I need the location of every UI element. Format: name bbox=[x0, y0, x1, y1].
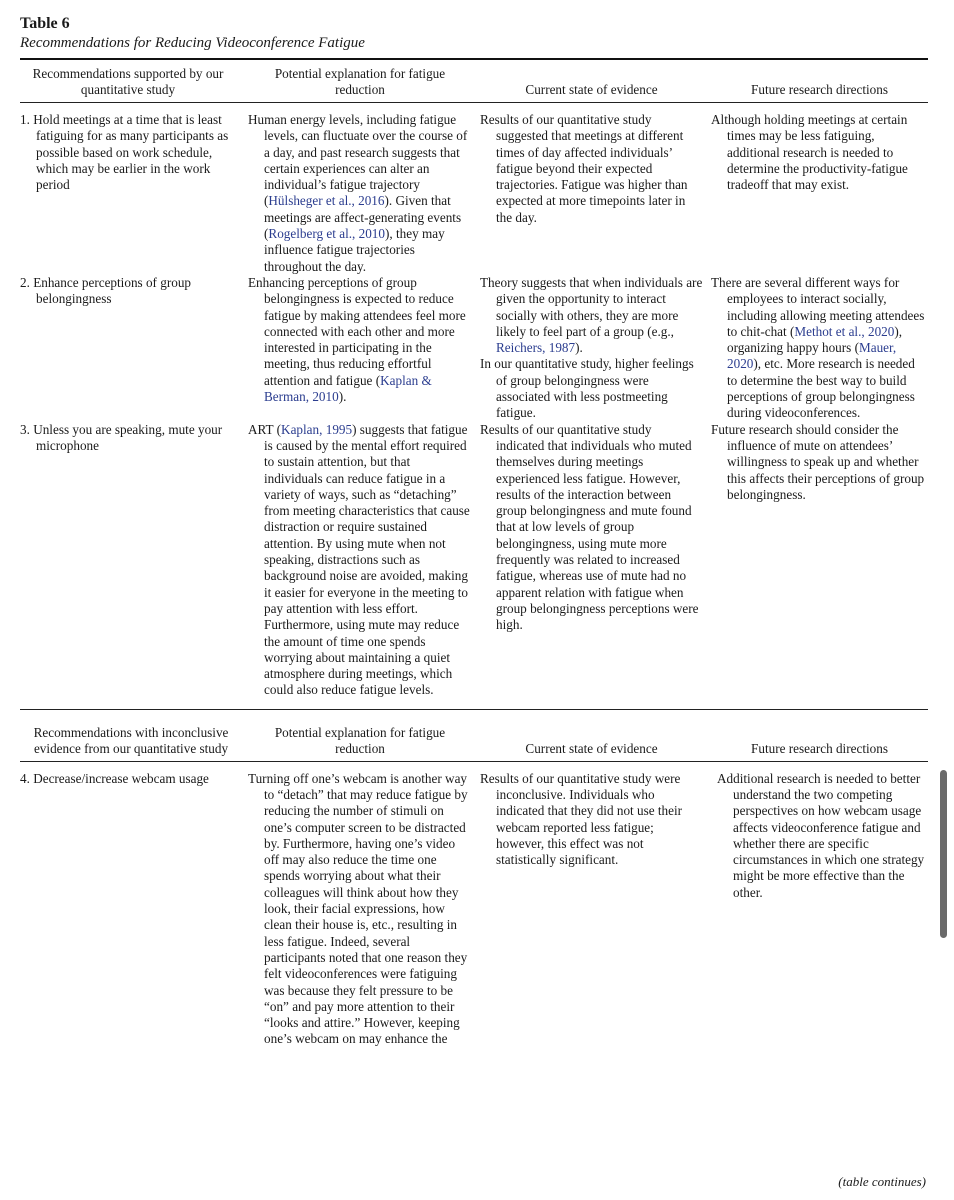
citation-link[interactable]: Rogelberg et al., 2010 bbox=[268, 226, 385, 242]
text-run: ). bbox=[338, 389, 347, 405]
future-research-text bbox=[717, 771, 928, 901]
table-row bbox=[20, 112, 928, 275]
text-run: ). Given that meetings are affect-generating events ( bbox=[264, 193, 462, 242]
text-run: Turning off one’s webcam is another way to “detach” that may reduce fatigue by reducing the number of stimuli on one’s computer screen to be distracted by. Furthermore, having one’s video off may also reduce the time one spends worrying about what their colleagues will think about how they look, their facial expressions, how clean their house is, etc., resulting in less fatigue. Indeed, several participants noted that one reason they felt videoconferences were fatiguing was because they felt pressure to be “on” and pay more attention to their “looks and attire.” However, keeping one’s webcam on may enhance the bbox=[248, 770, 468, 1047]
table-page bbox=[20, 14, 928, 1048]
future-research-text bbox=[711, 112, 928, 193]
future-research-text bbox=[711, 422, 928, 503]
future-research-cell bbox=[711, 771, 928, 1048]
citation-link[interactable]: Hülsheger et al., 2016 bbox=[268, 193, 385, 209]
header-recommendations: Recommendations supported by our quantitative study bbox=[32, 66, 224, 97]
evidence-cell bbox=[480, 112, 711, 275]
evidence-paragraph: Results of our quantitative study suggested that meetings at different times of day affected individuals’ fatigue beyond their expected trajectories. Fatigue was higher than expected at more timepoints later in the day. bbox=[480, 112, 688, 225]
header2-recommendations: Recommendations with inconclusive evidence from our quantitative study bbox=[33, 724, 229, 756]
evidence-paragraph: Results of our quantitative study were inconclusive. Individuals who indicated that they did not use their webcam reported less fatigue; however, this effect was not statistically significant. bbox=[480, 770, 683, 868]
recommendation-cell bbox=[20, 112, 248, 275]
table-row bbox=[20, 275, 928, 422]
recommendation-cell bbox=[20, 771, 248, 1048]
text-run: ), organizing happy hours ( bbox=[727, 323, 903, 356]
section2-header bbox=[20, 710, 928, 761]
explanation-cell bbox=[248, 275, 480, 422]
table-row bbox=[20, 422, 928, 699]
future-research-cell bbox=[711, 112, 928, 275]
text-run: ), they may influence fatigue trajectories throughout the day. bbox=[264, 226, 445, 274]
explanation-cell bbox=[248, 771, 480, 1048]
header-evidence: Current state of evidence bbox=[525, 82, 658, 97]
future-research-cell bbox=[711, 275, 928, 422]
scrollbar-thumb[interactable] bbox=[940, 770, 947, 938]
explanation-cell bbox=[248, 112, 480, 275]
recommendation-cell bbox=[20, 275, 248, 422]
evidence-paragraph: In our quantitative study, higher feelings of group belongingness were associated with less postmeeting fatigue. bbox=[480, 356, 694, 421]
evidence-cell bbox=[480, 275, 711, 422]
future-research-cell bbox=[711, 422, 928, 699]
evidence-cell bbox=[480, 422, 711, 699]
section1-header bbox=[20, 60, 928, 102]
evidence-cell bbox=[480, 771, 711, 1048]
text-run: There are several different ways for employees to interact socially, including allowing meeting attendees to chit-chat ( bbox=[711, 274, 925, 339]
recommendation-text: 1. Hold meetings at a time that is least fatiguing for as many participants as possible based on work schedule, which may be earlier in the work period bbox=[20, 112, 229, 193]
table-number: Table 6 bbox=[20, 15, 70, 32]
explanation-text bbox=[248, 112, 472, 275]
text-run: Future research should consider the influence of mute on attendees’ willingness to speak up and whether this affects their perceptions of group belongingness. bbox=[711, 421, 925, 502]
explanation-text bbox=[248, 422, 472, 699]
table-row bbox=[20, 771, 928, 1048]
citation-link[interactable]: Methot et al., 2020 bbox=[794, 323, 895, 339]
text-run: Human energy levels, including fatigue levels, can fluctuate over the course of a day, and past research suggests that certain experiences can alter an individual’s fatigue trajectory ( bbox=[248, 112, 468, 209]
table-continues-note: (table continues) bbox=[838, 1174, 926, 1189]
text-run: ART ( bbox=[248, 421, 282, 437]
evidence-paragraph: Results of our quantitative study indicated that individuals who muted themselves during meetings experienced less fatigue. However, results of the interaction between group belongingness and mute found that at low levels of group belongingness, using mute more frequently was related to increased fatigue, whereas use of mute had no apparent relation with fatigue when group belongingness perceptions were high. bbox=[480, 421, 699, 633]
header-explanation: Potential explanation for fatigue reduction bbox=[274, 66, 446, 97]
text-run: Enhancing perceptions of group belongingness is expected to reduce fatigue by making attendees feel more connected with each other and more interested in participating in the meeting, thus reducing effortful attention and fatigue ( bbox=[248, 274, 466, 388]
explanation-cell bbox=[248, 422, 480, 699]
header2-explanation: Potential explanation for fatigue reduction bbox=[274, 724, 446, 756]
recommendation-text: 2. Enhance perceptions of group belongingness bbox=[20, 274, 192, 307]
citation-link[interactable]: Kaplan & Berman, 2010 bbox=[264, 372, 432, 405]
table-title: Recommendations for Reducing Videoconference Fatigue bbox=[20, 35, 365, 51]
section1-body bbox=[20, 103, 928, 699]
recommendation-text: 4. Decrease/increase webcam usage bbox=[20, 770, 209, 786]
text-run: Additional research is needed to better understand the two competing perspectives on how webcam usage affects videoconference fatigue and whether there are specific circumstances in which one strategy might be more effective than the other. bbox=[717, 770, 925, 900]
section2-body bbox=[20, 762, 928, 1048]
header2-future: Future research directions bbox=[751, 740, 888, 756]
text-run: ), etc. More research is needed to determine the best way to build perceptions of group belongingness during videoconferences. bbox=[727, 356, 915, 421]
explanation-text bbox=[248, 771, 472, 1048]
citation-link[interactable]: Kaplan, 1995 bbox=[281, 421, 353, 437]
header-future: Future research directions bbox=[751, 82, 888, 97]
explanation-text bbox=[248, 275, 472, 405]
header2-evidence: Current state of evidence bbox=[525, 740, 658, 756]
recommendation-text: 3. Unless you are speaking, mute your microphone bbox=[20, 421, 223, 453]
text-run: ) suggests that fatigue is caused by the mental effort required to sustain attention, but that individuals can reduce fatigue in a variety of ways, such as “detaching” from meeting characteristics that cause distraction or require sustained attention. By using mute when not speaking, distractions such as background noise are avoided, making it easier for everyone in the meeting to pay attention with less effort. Furthermore, using mute may reduce the amount of time one spends worrying about maintaining a quiet atmosphere during meetings, which could also reduce fatigue levels. bbox=[264, 421, 470, 698]
evidence-paragraph: Theory suggests that when individuals are given the opportunity to interact socially with others, they are more likely to feel part of a group (e.g., Reichers, 1987). bbox=[480, 274, 703, 356]
text-run: Although holding meetings at certain times may be less fatiguing, additional research is needed to determine the productivity-fatigue tradeoff that may exist. bbox=[711, 112, 908, 193]
citation-link[interactable]: Reichers, 1987 bbox=[496, 340, 576, 356]
future-research-text bbox=[711, 275, 928, 422]
recommendation-cell bbox=[20, 422, 248, 699]
citation-link[interactable]: Mauer, 2020 bbox=[727, 340, 897, 372]
